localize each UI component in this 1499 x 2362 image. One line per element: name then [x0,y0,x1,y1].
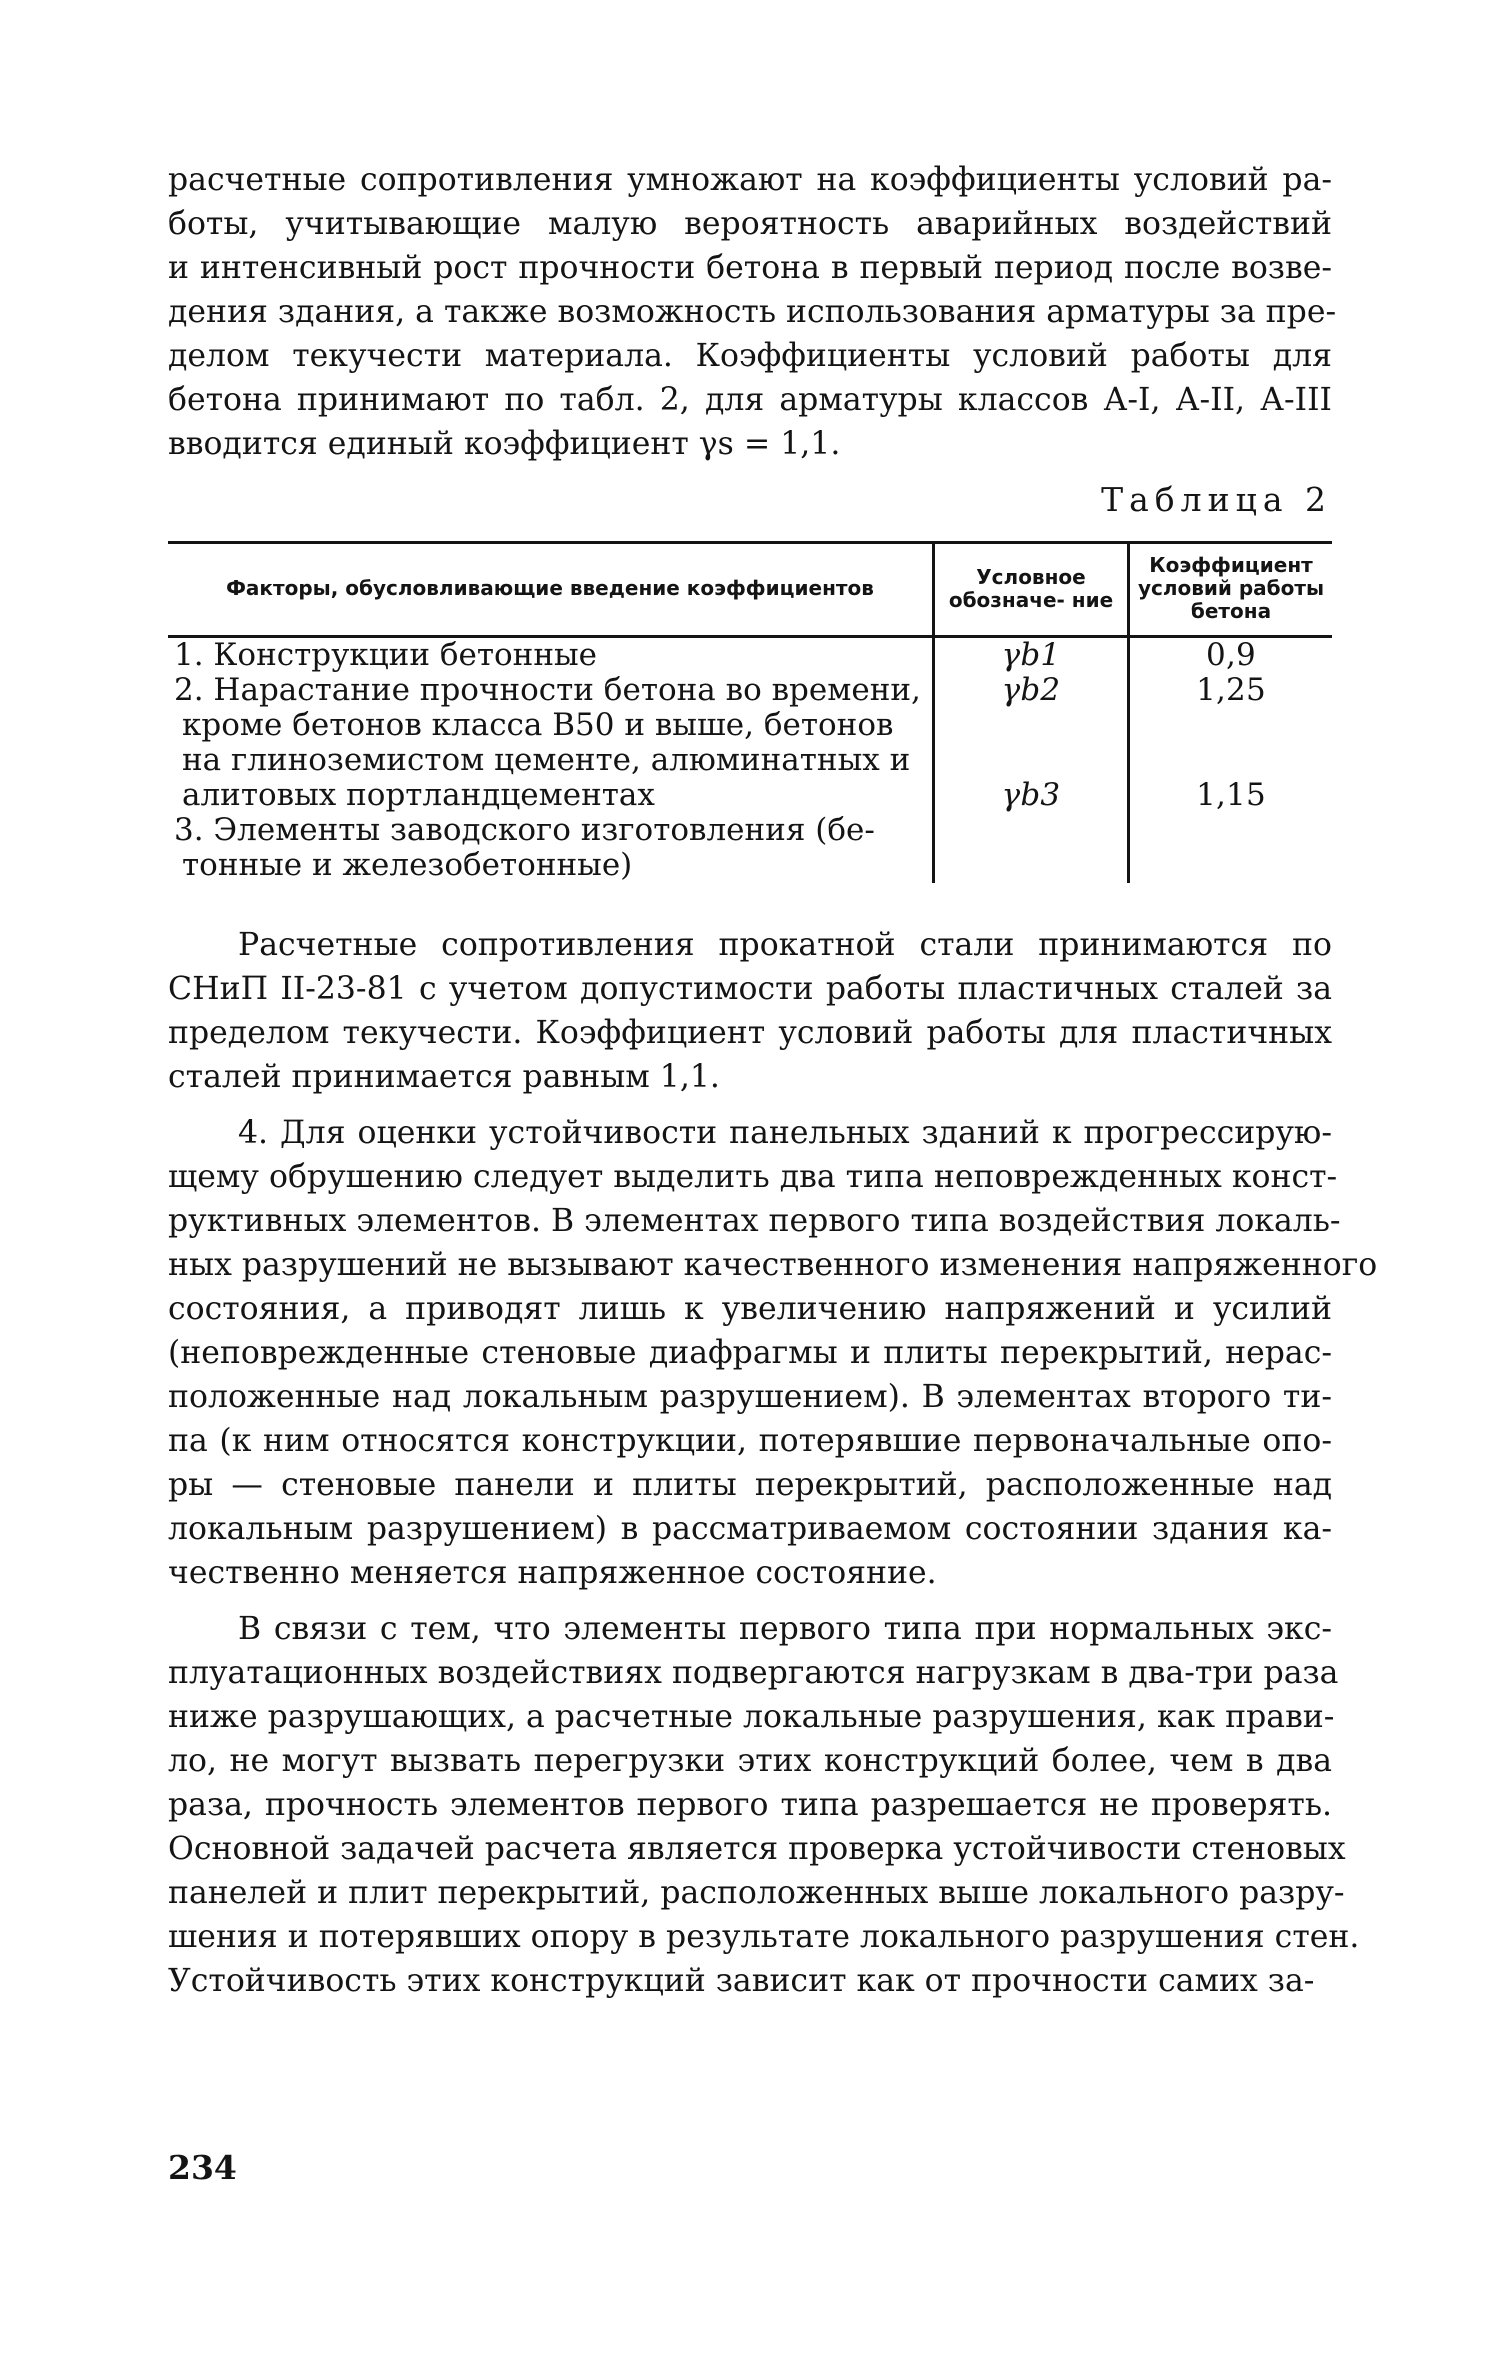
text-line: чественно меняется напряженное состояние. [168,1555,937,1591]
text-line: Расчетные сопротивления прокатной стали принимаются по [238,927,1332,963]
text-line: плуатационных воздействиях подвергаются нагрузкам в два-три раза [168,1655,1339,1691]
text-line: дения здания, а также возможность использования арматуры за пре- [168,294,1337,330]
factor-line: тонные и железобетонные) [182,847,633,883]
text-line: сталей принимается равным 1,1. [168,1059,720,1095]
symbol-spacer [941,708,1121,743]
page-number: 234 [168,2148,237,2187]
document-page [168,158,1378,2003]
factor-line: алитовых портландцементах [182,777,655,813]
text-line: бетона принимают по табл. 2, для арматуры классов А-I, А-II, А-III [168,382,1332,418]
factor-line: 3. Элементы заводского изготовления (бе- [174,812,875,848]
symbol-gamma-b1: γb1 [1001,637,1061,673]
text-line: и интенсивный рост прочности бетона в первый период после возве- [168,250,1332,286]
coefficient-value: 1,25 [1196,672,1266,708]
values-cell [1129,637,1333,884]
symbols-cell [934,637,1129,884]
text-line: СНиП II-23-81 с учетом допустимости работы пластичных сталей за [168,971,1332,1007]
text-line: вводится единый коэффициент γs = 1,1. [168,426,841,462]
text-line: (неповрежденные стеновые диафрагмы и плиты перекрытий, нерас- [168,1335,1332,1371]
text-line: боты, учитывающие малую вероятность аварийных воздействий [168,206,1332,242]
symbol-spacer [941,743,1121,778]
factors-cell [168,637,934,884]
steel-paragraph [168,923,1332,1099]
text-line: ры — стеновые панели и плиты перекрытий, расположенные над [168,1467,1332,1503]
factor-line: на глиноземистом цементе, алюминатных и [182,742,911,778]
text-line: ниже разрушающих, а расчетные локальные разрушения, как прави- [168,1699,1335,1735]
factor-line: кроме бетонов класса В50 и выше, бетонов [182,707,894,743]
intro-paragraph [168,158,1337,466]
symbol-gamma-b2: γb2 [1001,672,1061,708]
text-line: ных разрушений не вызывают качественного изменения напряженного [168,1247,1378,1283]
text-line: раза, прочность элементов первого типа разрешается не проверять. [168,1787,1332,1823]
text-line: Устойчивость этих конструкций зависит как от прочности самих за- [168,1963,1315,1999]
text-line: руктивных элементов. В элементах первого типа воздействия локаль- [168,1203,1341,1239]
factor-line: 1. Конструкции бетонные [174,637,597,673]
text-line: расчетные сопротивления умножают на коэффициенты условий ра- [168,162,1332,198]
table-caption: Таблица 2 [1101,480,1332,519]
section-4-paragraph [168,1111,1378,1595]
text-line: па (к ним относятся конструкции, потерявшие первоначальные опо- [168,1423,1332,1459]
text-line: В связи с тем, что элементы первого типа при нормальных экс- [238,1611,1332,1647]
text-line: состояния, а приводят лишь к увеличению напряжений и усилий [168,1291,1332,1327]
column-header-symbol: Условное обозначе- ние [934,543,1129,637]
coefficient-value: 0,9 [1206,637,1256,673]
text-line: положенные над локальным разрушением). В элементах второго ти- [168,1379,1332,1415]
symbol-gamma-b3: γb3 [1001,777,1061,813]
text-line: ло, не могут вызвать перегрузки этих конструкций более, чем в два [168,1743,1332,1779]
value-spacer [1136,708,1326,743]
table-body-row [168,637,1332,884]
text-line: шения и потерявших опору в результате локального разрушения стен. [168,1919,1360,1955]
text-line: делом текучести материала. Коэффициенты условий работы для [168,338,1332,374]
text-line: Основной задачей расчета является проверка устойчивости стеновых [168,1831,1346,1867]
text-line: щему обрушению следует выделить два типа неповрежденных конст- [168,1159,1338,1195]
coefficient-value: 1,15 [1196,777,1266,813]
factor-line: 2. Нарастание прочности бетона во времени, [174,672,921,708]
coefficients-table [168,541,1332,883]
table-header-row [168,543,1332,637]
value-spacer [1136,743,1326,778]
text-line: 4. Для оценки устойчивости панельных зданий к прогрессирую- [238,1115,1332,1151]
column-header-coefficient: Коэффициент условий работы бетона [1129,543,1333,637]
text-line: пределом текучести. Коэффициент условий работы для пластичных [168,1015,1332,1051]
column-header-factors: Факторы, обусловливающие введение коэффициентов [226,576,874,600]
text-line: панелей и плит перекрытий, расположенных выше локального разру- [168,1875,1345,1911]
section-5-paragraph [168,1607,1360,2003]
text-line: локальным разрушением) в рассматриваемом состоянии здания ка- [168,1511,1332,1547]
